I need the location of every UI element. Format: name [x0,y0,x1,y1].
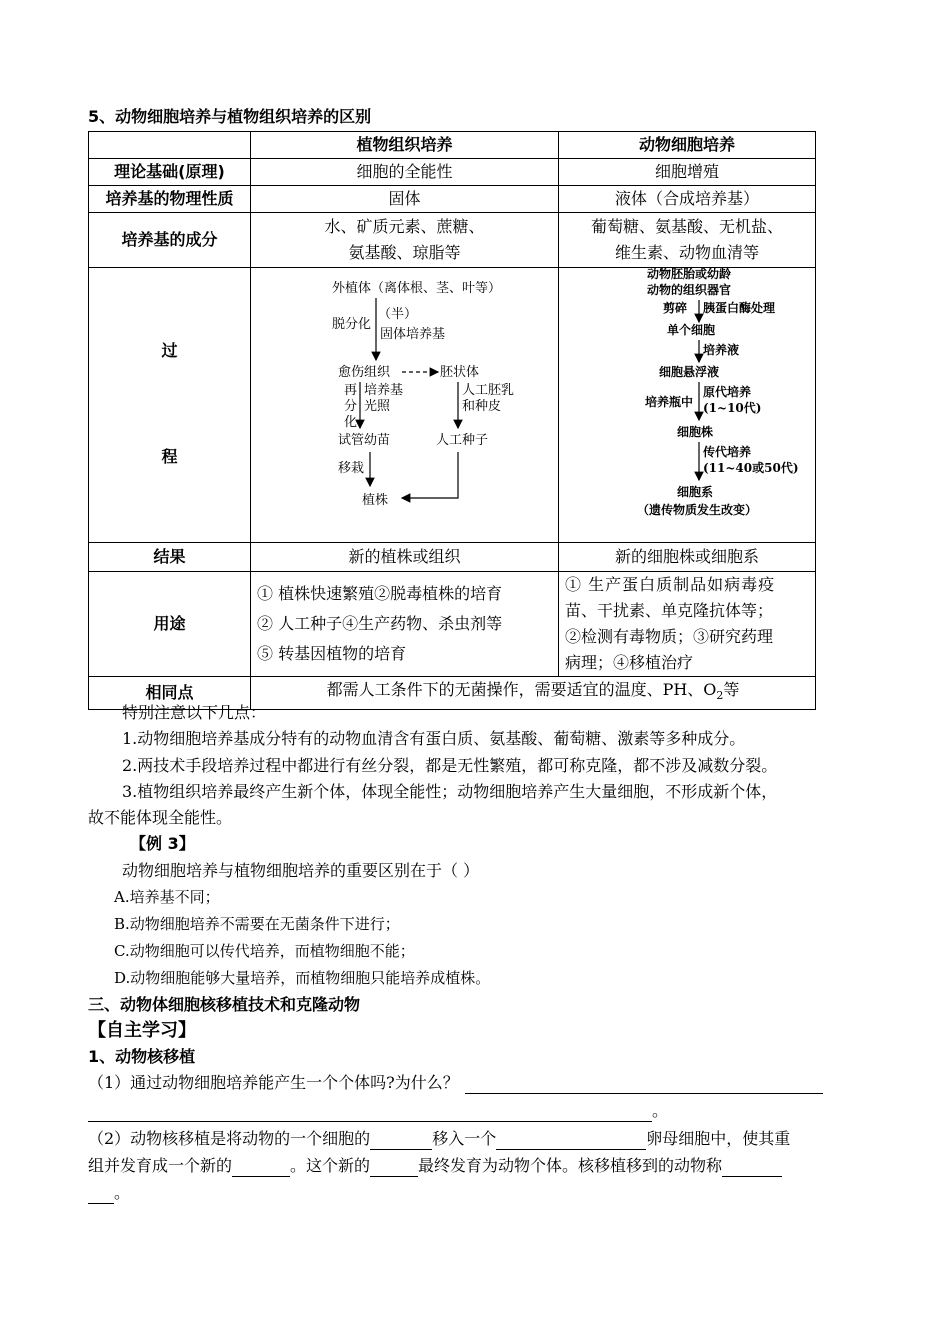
row-label: 结果 [89,543,251,572]
semi-label: （半） [377,307,417,322]
cell-common [251,677,816,710]
row-label: 用途 [89,572,251,677]
cell-plant [251,213,559,268]
question-1-text: （1）通过动物细胞培养能产生一个个体吗?为什么？ [88,1073,459,1092]
question-2-text: （2）动物核移植是将动物的一个细胞的 [88,1129,371,1148]
answer-blank[interactable] [465,1075,823,1094]
artificial-seed-label: 人工种子 [435,433,488,448]
answer-blank[interactable] [232,1158,290,1177]
question-2-text: 卵母细胞中，使其重 [646,1129,791,1148]
cell-animal: 液体（合成培养基） [559,186,816,213]
notes-title: 特别注意以下几点： [122,703,267,722]
cell-line-label: 细胞系 [677,485,714,499]
cell-line: 病理；④移植治疗 [565,653,694,672]
header-empty-cell [89,132,251,159]
cell-animal [559,213,816,268]
question-2 [88,1128,790,1150]
example-title: 【例 3】 [130,834,195,853]
table-row [89,572,816,677]
cell-line: ① 植株快速繁殖②脱毒植株的培育 [257,584,503,603]
cell-plant: 细胞的全能性 [251,159,559,186]
single-cell-label: 单个细胞 [667,323,716,337]
seedling-label: 试管幼苗 [337,433,390,448]
row-label-process [89,268,251,543]
question-1-line-2 [88,1100,668,1122]
source-label-1: 动物胚胎或幼龄 [647,268,732,281]
animal-flow-diagram [559,268,815,534]
row-label: 培养基的物理性质 [89,186,251,213]
option-b: B.动物细胞培养不需要在无菌条件下进行； [114,915,400,933]
passage-label: 传代培养 [703,445,752,459]
example-question: 动物细胞培养与植物细胞培养的重要区别在于（ ） [122,861,480,880]
cell-line: 水、矿质元素、蔗糖、 [324,217,485,236]
row-label: 培养基的成分 [89,213,251,268]
note-3: 3.植物组织培养最终产生新个体，体现全能性；动物细胞培养产生大量细胞，不形成新个体， [122,782,778,801]
plant-label: 植株 [361,493,388,508]
answer-blank[interactable] [88,1103,652,1122]
cell-line: ②检测有毒物质；③研究药理 [565,627,774,646]
cell-plant: 新的植株或组织 [251,543,559,572]
process-row [89,268,816,543]
primary-gen-label: (1~10代) [703,401,762,415]
re-label-1: 再 [343,383,357,398]
primary-label: 原代培养 [703,385,752,399]
question-1-end: 。 [652,1101,669,1120]
process-label-1: 过 [161,341,178,360]
cell-line: 苗、干扰素、单克隆抗体等； [565,601,774,620]
note-2: 2.两技术手段培养过程中都进行有丝分裂，都是无性繁殖，都可称克隆，都不涉及减数分裂。 [122,756,778,775]
section-3-title: 三、动物体细胞核移植技术和克隆动物 [88,995,361,1014]
process-label-2: 程 [161,447,178,466]
suspension-label: 细胞悬浮液 [659,365,720,379]
medium-label: 培养液 [703,343,740,357]
question-2-line-2 [88,1155,782,1177]
trypsin-label: 胰蛋白酶处理 [703,301,776,315]
cell-line: ⑤ 转基因植物的培育 [257,644,407,663]
cell-strain-label: 细胞株 [677,425,714,439]
comparison-table [88,131,816,710]
solid-medium-label: 固体培养基 [379,327,445,342]
common-subscript: 2 [716,689,724,703]
table-header-row [89,132,816,159]
bottle-label: 培养瓶中 [645,395,694,409]
option-c: C.动物细胞可以传代培养，而植物细胞不能； [114,942,415,960]
answer-blank[interactable] [722,1158,782,1177]
plant-flow-diagram [252,268,558,534]
arrow-seed-plant [402,452,458,498]
passage-gen-label: (11~40或50代) [703,461,799,475]
answer-blank[interactable] [88,1185,114,1204]
table-row [89,543,816,572]
cell-animal: 新的细胞株或细胞系 [559,543,816,572]
explant-label: 外植体（离体根、茎、叶等） [331,281,501,296]
note-3-cont: 故不能体现全能性。 [88,808,233,827]
table-row [89,159,816,186]
dediff-label: 脱分化 [331,317,371,332]
re-label-3: 化 [343,415,357,430]
cell-line: 葡萄糖、氨基酸、无机盐、 [590,217,783,236]
option-a: A.培养基不同； [114,888,220,906]
header-animal: 动物细胞培养 [559,132,816,159]
genetic-change-label: （遗传物质发生改变） [637,503,758,517]
row-label: 相同点 [89,677,251,710]
note-1: 1.动物细胞培养基成分特有的动物血清含有蛋白质、氨基酸、葡萄糖、激素等多种成分。 [122,729,746,748]
answer-blank[interactable] [496,1131,646,1150]
re-label-2: 分 [343,399,357,414]
cell-line: ① 生产蛋白质制品如病毒疫 [565,575,776,594]
cell-line: 维生素、动物血清等 [614,243,759,262]
source-label-2: 动物的组织器官 [647,283,732,297]
answer-blank[interactable] [370,1131,432,1150]
self-study-title: 【自主学习】 [88,1020,196,1041]
cell-plant [251,572,559,677]
table-row [89,186,816,213]
plant-process-cell [251,268,559,543]
nuclear-transfer-title: 1、动物核移植 [88,1047,196,1066]
table-row [89,213,816,268]
question-2-text: 最终发育为动物个体。核移植移到的动物称 [418,1156,723,1175]
header-plant: 植物组织培养 [251,132,559,159]
medium-light-label-2: 光照 [363,399,390,414]
medium-light-label-1: 培养基 [363,383,403,398]
transplant-label: 移栽 [337,461,364,476]
question-2-line-3 [88,1182,130,1204]
option-d: D.动物细胞能够大量培养，而植物细胞只能培养成植株。 [114,969,491,987]
animal-process-cell [559,268,816,543]
cell-line: ② 人工种子④生产药物、杀虫剂等 [257,614,503,633]
cell-animal [559,572,816,677]
question-1 [88,1072,823,1094]
question-2-end: 。 [114,1183,131,1202]
cut-label: 剪碎 [663,301,688,315]
cell-line: 氨基酸、琼脂等 [348,243,461,262]
question-2-text: 组并发育成一个新的 [88,1156,233,1175]
embryoid-label: 胚状体 [439,365,479,380]
section-title: 5、动物细胞培养与植物组织培养的区别 [88,107,372,126]
cell-plant: 固体 [251,186,559,213]
cell-animal: 细胞增殖 [559,159,816,186]
common-text: 都需人工条件下的无菌操作，需要适宜的温度、PH、O [326,680,717,699]
row-label: 理论基础(原理) [89,159,251,186]
artificial-label-2: 和种皮 [461,399,501,414]
question-2-text: 移入一个 [432,1129,497,1148]
common-text-end: 等 [723,680,740,699]
question-2-text: 。这个新的 [290,1156,371,1175]
callus-label: 愈伤组织 [337,365,390,380]
answer-blank[interactable] [370,1158,418,1177]
artificial-label-1: 人工胚乳 [461,383,514,398]
